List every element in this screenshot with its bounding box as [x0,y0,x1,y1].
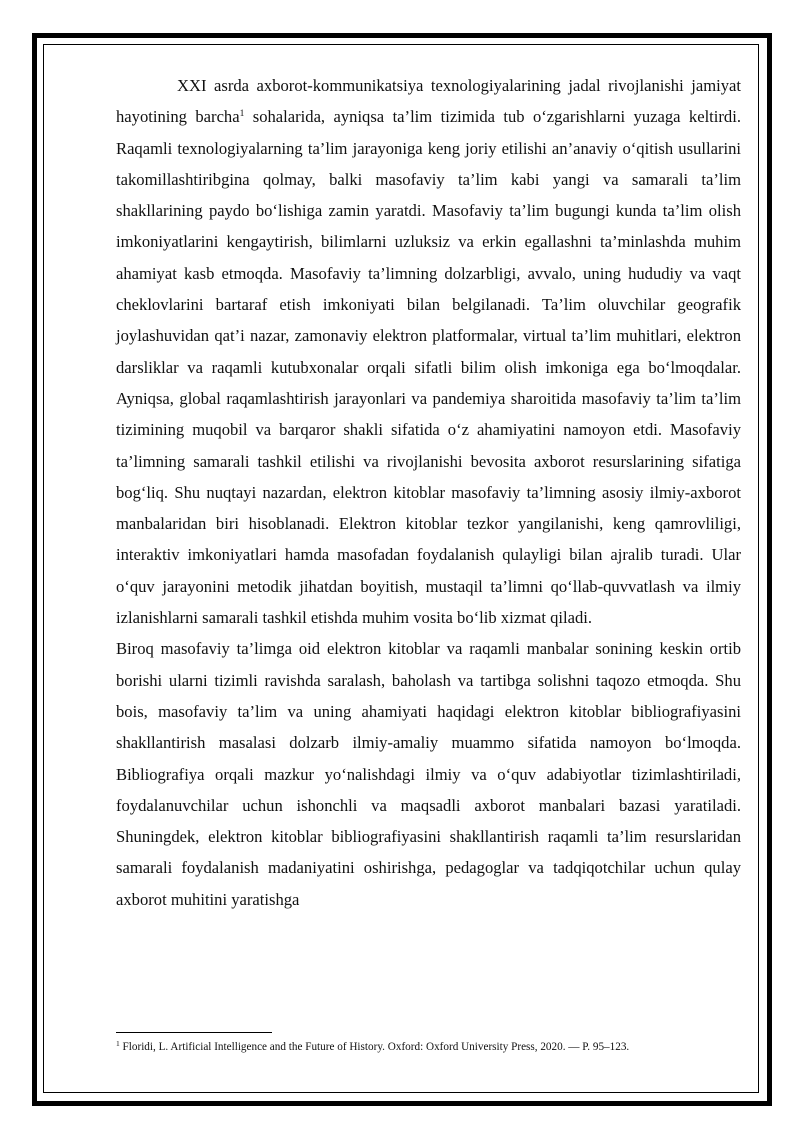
footnote-1 [116,1039,756,1055]
document-body [116,70,741,915]
footnote-marker: 1 [116,1039,120,1048]
footnote-separator [116,1032,272,1033]
footnote-reference-1[interactable]: 1 [239,109,245,120]
paragraph-1-text-end: sohalarida, ayniqsa ta’lim tizimida tub o‘zgarishlarni yuzaga keltirdi. Raqamli texnologiyalarning ta’lim jarayoniga keng joriy etilishi an’anaviy o‘qitish usullarini takomillashtiribgina qolmay, balki masofaviy ta’lim kabi yangi va samarali ta’lim shakllarining paydo bo‘lishiga zamin yaratdi. Masofaviy ta’lim bugungi kunda ta’lim olish imkoniyatlarini kengaytirish, bilimlarni uzluksiz va erkin egallashni ta’minlashda muhim ahamiyat kasb etmoqda. Masofaviy ta’limning dolzarbligi, avvalo, uning hududiy va vaqt cheklovlarini bartaraf etish imkoniyati bilan belgilanadi. Ta’lim oluvchilar geografik joylashuvidan qat’i nazar, zamonaviy elektron platformalar, virtual ta’lim muhitlari, elektron darsliklar va raqamli kutubxonalar orqali sifatli bilim olish imkoniga ega bo‘lmoqdalar. Ayniqsa, global raqamlashtirish jarayonlari va pandemiya sharoitida masofaviy ta’lim ta’lim tizimining muqobil va barqaror shakli sifatida o‘z ahamiyatini namoyon etdi. Masofaviy ta’limning samarali tashkil etilishi va rivojlanishi bevosita axborot resurslarining sifatiga bog‘liq. Shu nuqtayi nazardan, elektron kitoblar masofaviy ta’limning asosiy ilmiy-axborot manbalaridan biri hisoblanadi. Elektron kitoblar tezkor yangilanishi, keng qamrovliligi, interaktiv imkoniyatlari hamda masofadan foydalanish qulayligi bilan ajralib turadi. Ular o‘quv jarayonini metodik jihatdan boyitish, mustaqil ta’limni qo‘llab-quvvatlash va ilmiy izlanishlarni samarali tashkil etishda muhim vosita bo‘lib xizmat qiladi. [116,107,741,628]
paragraph-2: Biroq masofaviy ta’limga oid elektron kitoblar va raqamli manbalar sonining keskin ortib borishi ularni tizimli ravishda saralash, baholash va tartibga solishni taqozo etmoqda. Shu bois, masofaviy ta’lim va uning ahamiyati haqidagi elektron kitoblar bibliografiyasini shakllantirish masalasi dolzarb ilmiy-amaliy muammo sifatida namoyon bo‘lmoqda. Bibliografiya orqali mazkur yo‘nalishdagi ilmiy va o‘quv adabiyotlar tizimlashtiriladi, foydalanuvchilar uchun ishonchli va maqsadli axborot manbalari bazasi yaratiladi. Shuningdek, elektron kitoblar bibliografiyasini shakllantirish raqamli ta’lim resurslaridan samarali foydalanish madaniyatini oshirishga, pedagoglar va tadqiqotchilar uchun qulay axborot muhitini yaratishga [116,639,741,909]
paragraph-1-text-start: XXI asrda axborot-kommunikatsiya texnologiyalarining jadal rivojlanishi jamiyat hayotining barcha [116,76,741,127]
footnote-text: Floridi, L. Artificial Intelligence and the Future of History. Oxford: Oxford University Press, 2020. — P. 95–123. [119,1041,630,1053]
paragraph-1 [116,70,741,633]
